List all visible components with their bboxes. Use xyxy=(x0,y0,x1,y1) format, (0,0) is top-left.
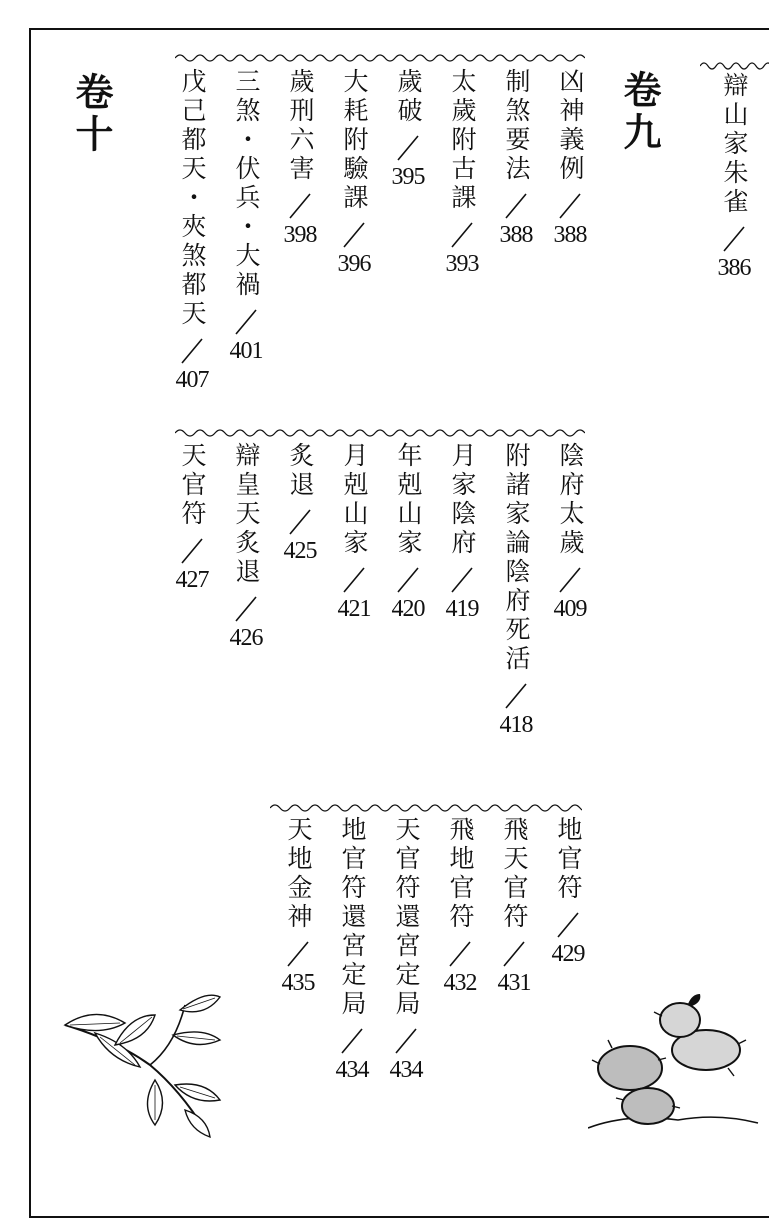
leaf-branch-illustration xyxy=(55,985,230,1140)
entry-title: 制煞要法 xyxy=(502,68,531,184)
entry-title: 辯山家朱雀 xyxy=(720,72,749,217)
slash-separator xyxy=(504,192,528,220)
toc-entry[interactable] xyxy=(336,68,372,278)
entry-page-number: 435 xyxy=(281,970,315,996)
toc-entry[interactable] xyxy=(280,816,316,997)
slash-separator xyxy=(288,192,312,220)
entry-page-number: 388 xyxy=(553,222,587,248)
slash-separator xyxy=(342,566,366,594)
wave-ornament-top-right xyxy=(700,60,769,72)
toc-entry[interactable] xyxy=(334,816,370,1084)
gourd-plant-illustration xyxy=(588,988,763,1138)
entry-title: 年剋山家 xyxy=(394,442,423,558)
slash-separator xyxy=(342,221,366,249)
toc-entry[interactable] xyxy=(282,442,318,565)
slash-separator xyxy=(288,508,312,536)
entry-page-number: 420 xyxy=(391,596,425,622)
toc-entry[interactable] xyxy=(228,442,264,652)
entry-page-number: 431 xyxy=(497,970,531,996)
entry-title: 太歲附古課 xyxy=(448,68,477,213)
entry-page-number: 393 xyxy=(445,251,479,277)
entry-title: 飛天官符 xyxy=(500,816,529,932)
entry-page-number: 419 xyxy=(445,596,479,622)
entry-page-number: 434 xyxy=(335,1057,369,1083)
entry-title: 天地金神 xyxy=(284,816,313,932)
toc-entry[interactable] xyxy=(496,816,532,997)
entry-page-number: 409 xyxy=(553,596,587,622)
toc-entry[interactable] xyxy=(228,68,264,365)
entry-title: 天官符 xyxy=(178,442,207,529)
volume-heading-10: 卷十 xyxy=(69,72,114,156)
toc-entry[interactable] xyxy=(552,442,588,623)
slash-separator xyxy=(180,537,204,565)
toc-entry[interactable] xyxy=(336,442,372,623)
volume-heading-9: 卷九 xyxy=(617,70,662,154)
entry-page-number: 386 xyxy=(717,255,751,281)
slash-separator xyxy=(396,134,420,162)
slash-separator xyxy=(722,225,746,253)
toc-entry[interactable] xyxy=(498,68,534,249)
entry-title: 陰府太歲 xyxy=(556,442,585,558)
entry-page-number: 401 xyxy=(229,338,263,364)
toc-entry[interactable] xyxy=(716,72,752,282)
entry-page-number: 434 xyxy=(389,1057,423,1083)
toc-entry[interactable] xyxy=(442,816,478,997)
entry-title: 歲刑六害 xyxy=(286,68,315,184)
slash-separator xyxy=(180,337,204,365)
wave-ornament-group2 xyxy=(175,427,585,439)
entry-page-number: 425 xyxy=(283,538,317,564)
slash-separator xyxy=(340,1027,364,1055)
entry-title: 地官符 xyxy=(554,816,583,903)
toc-entry[interactable] xyxy=(282,68,318,249)
slash-separator xyxy=(394,1027,418,1055)
toc-entry[interactable] xyxy=(444,442,480,623)
wave-ornament-group3 xyxy=(270,802,582,814)
toc-entry[interactable] xyxy=(174,68,210,394)
slash-separator xyxy=(558,192,582,220)
toc-entry[interactable] xyxy=(550,816,586,968)
entry-page-number: 429 xyxy=(551,941,585,967)
entry-page-number: 398 xyxy=(283,222,317,248)
entry-title: 月家陰府 xyxy=(448,442,477,558)
entry-title: 辯皇天炙退 xyxy=(232,442,261,587)
toc-entry[interactable] xyxy=(388,816,424,1084)
entry-page-number: 407 xyxy=(175,367,209,393)
entry-title: 凶神義例 xyxy=(556,68,585,184)
wave-ornament-group1 xyxy=(175,52,585,64)
slash-separator xyxy=(504,682,528,710)
slash-separator xyxy=(502,940,526,968)
toc-entry[interactable] xyxy=(390,68,426,191)
slash-separator xyxy=(450,221,474,249)
entry-page-number: 427 xyxy=(175,567,209,593)
slash-separator xyxy=(448,940,472,968)
entry-page-number: 395 xyxy=(391,164,425,190)
entry-page-number: 426 xyxy=(229,625,263,651)
entry-page-number: 421 xyxy=(337,596,371,622)
slash-separator xyxy=(234,308,258,336)
toc-entry[interactable] xyxy=(444,68,480,278)
toc-entry[interactable] xyxy=(174,442,210,594)
entry-title: 大耗附驗課 xyxy=(340,68,369,213)
entry-title: 歲破 xyxy=(394,68,423,126)
entry-page-number: 388 xyxy=(499,222,533,248)
toc-entry[interactable] xyxy=(552,68,588,249)
entry-title: 地官符還宮定局 xyxy=(338,816,367,1019)
entry-title: 飛地官符 xyxy=(446,816,475,932)
slash-separator xyxy=(450,566,474,594)
slash-separator xyxy=(556,911,580,939)
slash-separator xyxy=(286,940,310,968)
entry-title: 月剋山家 xyxy=(340,442,369,558)
slash-separator xyxy=(558,566,582,594)
entry-title: 天官符還宮定局 xyxy=(392,816,421,1019)
toc-entry[interactable] xyxy=(498,442,534,739)
slash-separator xyxy=(396,566,420,594)
entry-page-number: 418 xyxy=(499,712,533,738)
toc-entry[interactable] xyxy=(390,442,426,623)
entry-page-number: 432 xyxy=(443,970,477,996)
slash-separator xyxy=(234,595,258,623)
entry-title: 附諸家論陰府死活 xyxy=(502,442,531,674)
entry-title: 三煞・伏兵・大禍 xyxy=(232,68,261,300)
entry-title: 炙退 xyxy=(286,442,315,500)
entry-page-number: 396 xyxy=(337,251,371,277)
entry-title: 戊己都天・夾煞都天 xyxy=(178,68,207,329)
